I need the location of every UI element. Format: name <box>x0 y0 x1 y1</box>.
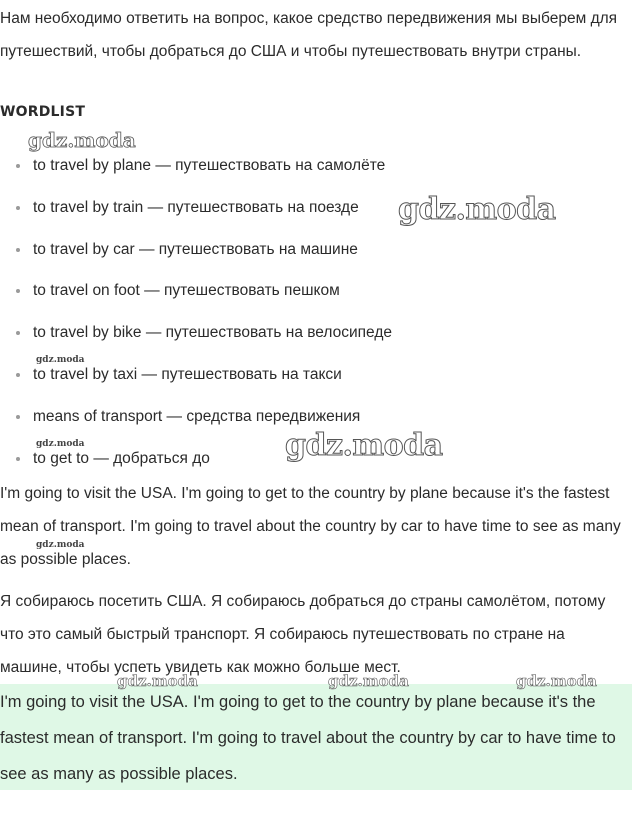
bullet-icon <box>16 248 20 252</box>
bullet-icon <box>16 373 20 377</box>
russian-paragraph: Я собираюсь посетить США. Я собираюсь добраться до страны самолётом, потому что это самый быстрый транспорт. Я собираюсь путешествовать по стране на машине, чтобы успеть увидеть как можно больше мест. <box>0 593 606 676</box>
list-item <box>0 359 620 401</box>
intro-paragraph: Нам необходимо ответить на вопрос, какое средство передвижения мы выберем для путешествий, чтобы добраться до США и чтобы путешествовать внутри страны. <box>0 10 618 60</box>
watermark: gdz.moda <box>516 672 597 690</box>
watermark: gdz.moda <box>36 355 85 365</box>
answer-paragraph: I'm going to visit the USA. I'm going to get to the country by plane because it's the fastest mean of transport. I'm going to travel about the country by car to have time to see as many as possible places. <box>0 693 616 783</box>
watermark: gdz.moda <box>328 672 409 690</box>
watermark: gdz.moda <box>36 540 85 550</box>
answer-box <box>0 684 632 790</box>
list-item <box>0 275 620 317</box>
bullet-icon <box>16 457 20 461</box>
list-item-text: to travel by plane — путешествовать на самолёте <box>33 157 386 174</box>
bullet-icon <box>16 164 20 168</box>
list-item-text: to travel by car — путешествовать на машине <box>33 240 358 258</box>
list-item-text: to travel by bike — путешествовать на велосипеде <box>33 324 392 342</box>
list-item <box>0 317 620 359</box>
list-item <box>0 234 620 276</box>
wordlist-heading: WORDLIST <box>0 104 86 120</box>
watermark: gdz.moda <box>285 428 443 463</box>
list-item-text: to get to — добраться до <box>33 449 210 467</box>
list-item-text: to travel on foot — путешествовать пешком <box>33 282 340 300</box>
bullet-icon <box>16 331 20 335</box>
watermark: gdz.moda <box>117 672 198 690</box>
watermark: gdz.moda <box>398 192 556 227</box>
list-item-text: to travel by train — путешествовать на поезде <box>33 198 359 216</box>
list-item-text: to travel by taxi — путешествовать на такси <box>33 365 342 383</box>
watermark: gdz.moda <box>36 439 85 449</box>
list-item <box>0 150 620 192</box>
list-item-text: means of transport — средства передвижения <box>33 407 361 425</box>
bullet-icon <box>16 289 20 293</box>
english-paragraph: I'm going to visit the USA. I'm going to get to the country by plane because it's the fastest mean of transport. I'm going to travel about the country by car to have time to see as many as possible places. <box>0 485 621 568</box>
watermark: gdz.moda <box>28 128 136 152</box>
bullet-icon <box>16 206 20 210</box>
bullet-icon <box>16 415 20 419</box>
